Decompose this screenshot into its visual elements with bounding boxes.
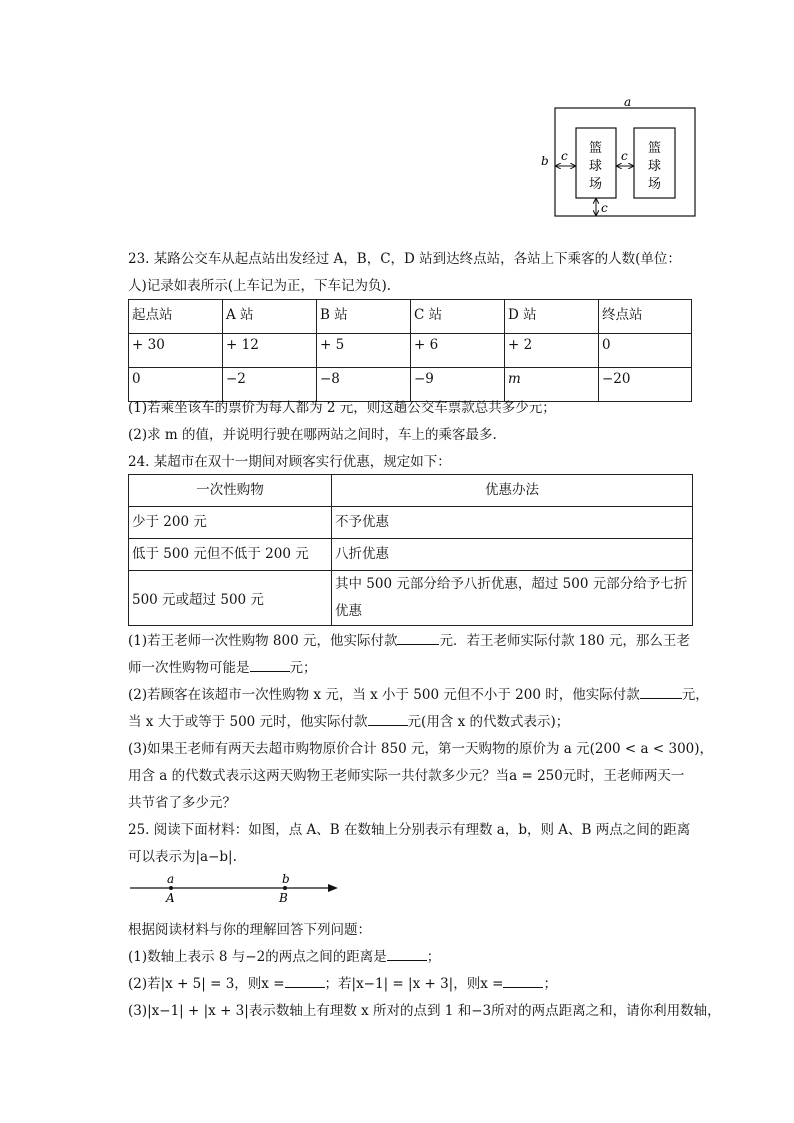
table-row — [129, 507, 693, 539]
number-line-figure — [128, 870, 348, 906]
point-b-value: b — [282, 872, 290, 886]
table-cell: 0 — [129, 368, 223, 402]
table-header-cell: C 站 — [411, 300, 505, 334]
table-cell: + 30 — [129, 334, 223, 368]
table-cell: 八折优惠 — [332, 539, 693, 571]
q25-s2a: (2)若|x + 5| = 3，则x = — [128, 976, 285, 992]
answer-blank[interactable] — [387, 948, 427, 961]
q24-p1d: 元； — [289, 660, 317, 676]
q24-p3-line2: 用含 a 的代数式表示这两天购物王老师实际一共付款多少元？当a = 250元时，王老师两天一 — [128, 768, 685, 784]
q24-p2b: 元， — [681, 687, 709, 703]
label-b: b — [541, 154, 549, 168]
q23-line2: 人)记录如表所示(上车记为正，下车记为负). — [128, 278, 392, 294]
answer-blank[interactable] — [285, 975, 325, 988]
table-cell: −2 — [223, 368, 317, 402]
q24-title: 24. 某超市在双十一期间对顾客实行优惠，规定如下： — [128, 454, 451, 470]
q25-intro: 根据阅读材料与你的理解回答下列问题： — [128, 922, 371, 938]
table-cell: + 5 — [317, 334, 411, 368]
table-cell: 0 — [599, 334, 692, 368]
point-b-dot — [283, 886, 287, 890]
q24-p3-line1: (3)如果王老师有两天去超市购物原价合计 850 元，第一天购物的原价为 a 元(200 < a < 300)， — [128, 741, 714, 757]
q23-sub2: (2)求 m 的值，并说明行驶在哪两站之间时，车上的乘客最多. — [128, 427, 497, 443]
table-cell: 少于 200 元 — [129, 507, 332, 539]
table-header-cell: 一次性购物 — [129, 475, 332, 507]
q24-p1a: (1)若王老师一次性购物 800 元，他实际付款 — [128, 633, 398, 649]
table-cell: m — [505, 368, 599, 402]
court2-char-1: 篮 — [648, 141, 662, 156]
table-cell: + 2 — [505, 334, 599, 368]
table-row — [129, 334, 692, 368]
table-header-cell: B 站 — [317, 300, 411, 334]
answer-blank[interactable] — [368, 713, 408, 726]
table-row — [129, 300, 692, 334]
table-cell: 500 元或超过 500 元 — [129, 571, 332, 626]
table-header-cell: A 站 — [223, 300, 317, 334]
table-cell: + 12 — [223, 334, 317, 368]
q25-s1a: (1)数轴上表示 8 与−2的两点之间的距离是 — [128, 949, 387, 965]
court-figure — [530, 90, 710, 225]
q24-p2a: (2)若顾客在该超市一次性购物 x 元，当 x 小于 500 元但不小于 200 时，他实际付款 — [128, 687, 640, 703]
q23-table — [128, 299, 692, 402]
court1-char-1: 篮 — [589, 141, 603, 156]
table-header-cell: 优惠办法 — [332, 475, 693, 507]
q25-s3: (3)|x−1| + |x + 3|表示数轴上有理数 x 所对的点到 1 和−3所对的两点距离之和，请你利用数轴， — [128, 1003, 721, 1019]
court1-char-2: 球 — [589, 159, 603, 174]
table-header-cell: 终点站 — [599, 300, 692, 334]
table-row — [129, 475, 693, 507]
point-a-dot — [169, 886, 173, 890]
q24-p2c: 当 x 大于或等于 500 元时，他实际付款 — [128, 714, 368, 730]
q24-p1-line1 — [128, 629, 690, 649]
court2-char-2: 球 — [648, 159, 662, 174]
q25-s1 — [128, 945, 440, 965]
court1-char-3: 场 — [589, 177, 603, 192]
q23-sub1: (1)若乘坐该车的票价为每人都为 2 元，则这趟公交车票款总共多少元； — [128, 400, 556, 416]
answer-blank[interactable] — [640, 686, 682, 699]
court2-char-3: 场 — [648, 177, 662, 192]
q25-s2b: ；若|x−1| = |x + 3|，则x = — [324, 976, 504, 992]
point-a-label: A — [166, 891, 175, 905]
q25-s2c: ； — [543, 976, 557, 992]
q24-p1b: 元．若王老师实际付款 180 元，那么王老 — [439, 633, 690, 649]
table-cell: 不予优惠 — [332, 507, 693, 539]
point-b-label: B — [279, 891, 288, 905]
table-cell: −8 — [317, 368, 411, 402]
table-header-cell: D 站 — [505, 300, 599, 334]
answer-blank[interactable] — [250, 659, 290, 672]
label-c-bottom: c — [601, 201, 608, 215]
table-cell: −9 — [411, 368, 505, 402]
q24-p2d: 元(用含 x 的代数式表示)； — [407, 714, 570, 730]
answer-blank[interactable] — [397, 632, 439, 645]
table-row — [129, 539, 693, 571]
deal-line-2: 优惠 — [335, 603, 362, 619]
number-line-arrowhead — [328, 884, 338, 892]
q25-line1: 25. 阅读下面材料：如图，点 A、B 在数轴上分别表示有理数 a，b，则 A、B 两点之间的距离 — [128, 822, 691, 838]
label-a: a — [624, 95, 632, 109]
q25-s1b: ； — [426, 949, 441, 965]
q25-line2: 可以表示为|a−b|. — [128, 849, 237, 865]
point-a-value: a — [167, 872, 175, 886]
q24-p2-line1 — [128, 683, 709, 703]
q24-p1c: 师一次性购物可能是 — [128, 660, 250, 676]
table-cell: −20 — [599, 368, 692, 402]
label-c-mid: c — [621, 149, 628, 163]
table-cell — [332, 571, 693, 626]
label-c-left: c — [561, 149, 568, 163]
table-header-cell: 起点站 — [129, 300, 223, 334]
table-row — [129, 571, 693, 626]
q24-p3-line3: 共节省了多少元？ — [128, 795, 236, 811]
answer-blank[interactable] — [503, 975, 543, 988]
table-cell: 低于 500 元但不低于 200 元 — [129, 539, 332, 571]
q25-s2 — [128, 972, 557, 992]
q23-line1: 23. 某路公交车从起点站出发经过 A，B，C，D 站到达终点站，各站上下乘客的人数(单位： — [128, 251, 681, 267]
table-cell: + 6 — [411, 334, 505, 368]
deal-line-1: 其中 500 元部分给予八折优惠，超过 500 元部分给予七折 — [335, 576, 688, 592]
q24-p1-line2 — [128, 656, 317, 676]
q24-table — [128, 474, 693, 626]
q24-p2-line2 — [128, 710, 569, 730]
